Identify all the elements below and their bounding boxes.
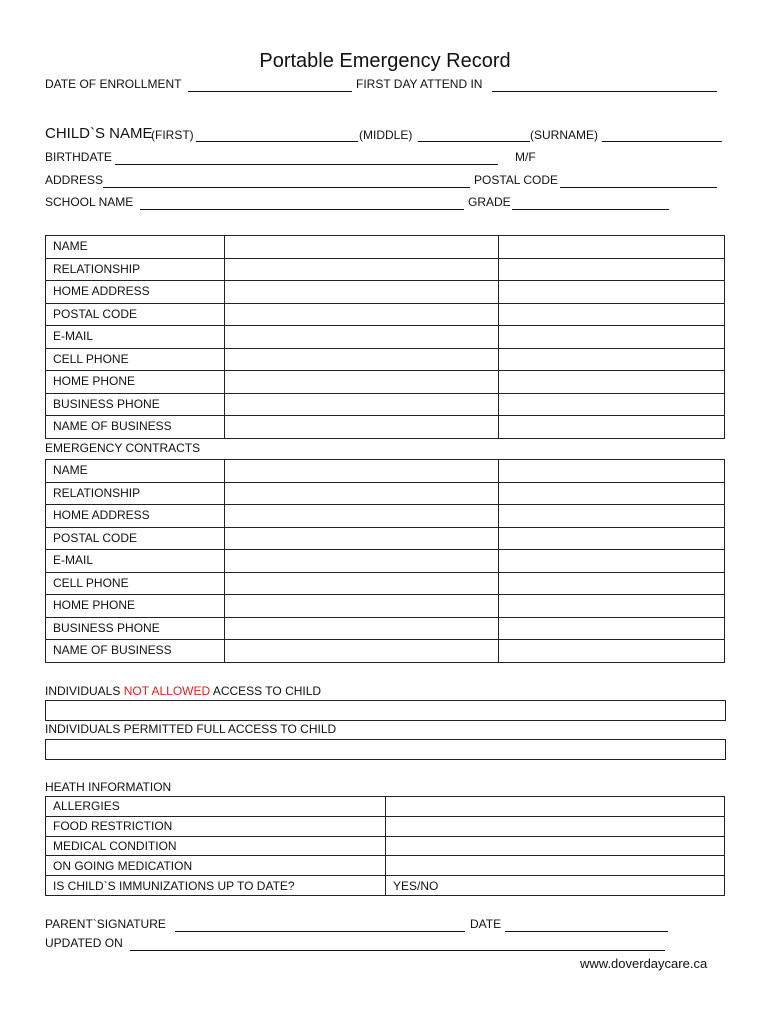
school-name-field[interactable]: [140, 197, 464, 210]
guardian-contact-table: [45, 235, 725, 439]
contact-entry-1[interactable]: [225, 572, 499, 595]
not-allowed-prefix: INDIVIDUALS: [45, 684, 124, 698]
contact-row-label: POSTAL CODE: [46, 527, 225, 550]
contact-row-label: POSTAL CODE: [46, 303, 225, 326]
health-row: [46, 836, 725, 856]
contact-entry-2[interactable]: [499, 482, 725, 505]
grade-label: GRADE: [468, 195, 511, 209]
sex-label: M/F: [515, 150, 536, 164]
contact-row-label: NAME: [46, 460, 225, 483]
contact-entry-1[interactable]: [225, 371, 499, 394]
updated-on-field[interactable]: [130, 938, 665, 951]
contact-entry-1[interactable]: [225, 258, 499, 281]
postal-code-field[interactable]: [560, 175, 717, 188]
contact-entry-1[interactable]: [225, 550, 499, 573]
health-row: [46, 876, 725, 896]
contact-entry-2[interactable]: [499, 393, 725, 416]
contact-entry-2[interactable]: [499, 527, 725, 550]
contact-row-label: CELL PHONE: [46, 572, 225, 595]
surname-label: (SURNAME): [530, 128, 598, 142]
signature-date-label: DATE: [470, 917, 502, 931]
school-name-label: SCHOOL NAME: [45, 195, 134, 209]
postal-code-label: POSTAL CODE: [474, 173, 559, 187]
contact-row: [46, 371, 725, 394]
first-name-field[interactable]: [196, 129, 358, 142]
address-field[interactable]: [103, 175, 470, 188]
contact-entry-2[interactable]: [499, 550, 725, 573]
emergency-contacts-heading: EMERGENCY CONTRACTS: [45, 441, 201, 455]
contact-row: [46, 640, 725, 663]
first-name-label: (FIRST): [151, 128, 194, 142]
contact-entry-2[interactable]: [499, 236, 725, 259]
date-of-enrollment-field[interactable]: [188, 79, 352, 92]
not-allowed-label: [45, 684, 321, 698]
contact-row: [46, 617, 725, 640]
health-entry[interactable]: [386, 836, 725, 856]
contact-entry-2[interactable]: [499, 348, 725, 371]
signature-date-field[interactable]: [505, 919, 668, 932]
contact-entry-1[interactable]: [225, 640, 499, 663]
contact-entry-1[interactable]: [225, 236, 499, 259]
contact-row: [46, 326, 725, 349]
contact-row: [46, 258, 725, 281]
not-allowed-suffix: ACCESS TO CHILD: [210, 684, 322, 698]
contact-row: [46, 348, 725, 371]
updated-on-label: UPDATED ON: [45, 936, 123, 950]
contact-row: [46, 460, 725, 483]
contact-row-label: HOME ADDRESS: [46, 505, 225, 528]
contact-row-label: HOME PHONE: [46, 595, 225, 618]
contact-row-label: NAME OF BUSINESS: [46, 640, 225, 663]
contact-entry-1[interactable]: [225, 348, 499, 371]
parent-signature-label: PARENT`SIGNATURE: [45, 917, 166, 931]
contact-entry-1[interactable]: [225, 617, 499, 640]
contact-row-label: E-MAIL: [46, 326, 225, 349]
health-row: [46, 797, 725, 817]
address-label: ADDRESS: [45, 173, 104, 187]
contact-row-label: E-MAIL: [46, 550, 225, 573]
grade-field[interactable]: [512, 197, 669, 210]
contact-row-label: BUSINESS PHONE: [46, 393, 225, 416]
health-info-table: [45, 796, 725, 896]
contact-row-label: HOME ADDRESS: [46, 281, 225, 304]
contact-row: [46, 236, 725, 259]
health-row: [46, 856, 725, 876]
contact-entry-1[interactable]: [225, 460, 499, 483]
contact-entry-1[interactable]: [225, 393, 499, 416]
contact-row: [46, 393, 725, 416]
birthdate-field[interactable]: [115, 152, 498, 165]
emergency-contact-table: [45, 459, 725, 663]
middle-name-label: (MIDDLE): [359, 128, 413, 142]
contact-entry-1[interactable]: [225, 482, 499, 505]
contact-row: [46, 572, 725, 595]
permitted-access-label: INDIVIDUALS PERMITTED FULL ACCESS TO CHILD: [45, 722, 337, 736]
contact-row: [46, 482, 725, 505]
contact-entry-1[interactable]: [225, 326, 499, 349]
contact-row-label: RELATIONSHIP: [46, 482, 225, 505]
contact-row-label: HOME PHONE: [46, 371, 225, 394]
contact-row-label: CELL PHONE: [46, 348, 225, 371]
contact-entry-2[interactable]: [499, 505, 725, 528]
not-allowed-emphasis: NOT ALLOWED: [123, 684, 211, 698]
permitted-access-field[interactable]: [45, 739, 726, 760]
contact-row: [46, 416, 725, 439]
health-info-heading: HEATH INFORMATION: [45, 780, 172, 794]
childs-name-label: CHILD`S NAME: [45, 125, 153, 142]
health-entry[interactable]: [386, 797, 725, 817]
contact-row-label: NAME OF BUSINESS: [46, 416, 225, 439]
contact-entry-1[interactable]: [225, 416, 499, 439]
contact-row-label: RELATIONSHIP: [46, 258, 225, 281]
contact-entry-2[interactable]: [499, 595, 725, 618]
contact-row: [46, 281, 725, 304]
not-allowed-field[interactable]: [45, 700, 726, 721]
contact-entry-2[interactable]: [499, 326, 725, 349]
contact-entry-1[interactable]: [225, 595, 499, 618]
contact-entry-2[interactable]: [499, 460, 725, 483]
contact-row: [46, 595, 725, 618]
contact-entry-2[interactable]: [499, 416, 725, 439]
contact-entry-2[interactable]: [499, 281, 725, 304]
website-link[interactable]: www.doverdaycare.ca: [580, 956, 708, 971]
birthdate-label: BIRTHDATE: [45, 150, 112, 164]
health-entry[interactable]: [386, 816, 725, 836]
first-day-attend-field[interactable]: [492, 79, 717, 92]
health-row-label: IS CHILD`S IMMUNIZATIONS UP TO DATE?: [46, 876, 386, 896]
health-row-label: ALLERGIES: [46, 797, 386, 817]
contact-entry-1[interactable]: [225, 527, 499, 550]
parent-signature-field[interactable]: [175, 919, 465, 932]
immunization-yes-no[interactable]: YES/NO: [386, 876, 725, 896]
contact-row-label: NAME: [46, 236, 225, 259]
health-entry[interactable]: [386, 856, 725, 876]
contact-entry-2[interactable]: [499, 572, 725, 595]
contact-entry-2[interactable]: [499, 617, 725, 640]
page-title: Portable Emergency Record: [259, 50, 511, 72]
middle-name-field[interactable]: [418, 129, 530, 142]
contact-entry-2[interactable]: [499, 640, 725, 663]
contact-row: [46, 303, 725, 326]
health-row-label: ON GOING MEDICATION: [46, 856, 386, 876]
contact-row: [46, 505, 725, 528]
contact-entry-1[interactable]: [225, 281, 499, 304]
health-row-label: FOOD RESTRICTION: [46, 816, 386, 836]
date-of-enrollment-label: DATE OF ENROLLMENT: [45, 77, 182, 91]
surname-field[interactable]: [602, 129, 722, 142]
contact-row-label: BUSINESS PHONE: [46, 617, 225, 640]
contact-row: [46, 527, 725, 550]
contact-entry-2[interactable]: [499, 371, 725, 394]
first-day-attend-label: FIRST DAY ATTEND IN: [356, 77, 483, 91]
contact-entry-1[interactable]: [225, 303, 499, 326]
contact-row: [46, 550, 725, 573]
contact-entry-1[interactable]: [225, 505, 499, 528]
contact-entry-2[interactable]: [499, 258, 725, 281]
health-row-label: MEDICAL CONDITION: [46, 836, 386, 856]
contact-entry-2[interactable]: [499, 303, 725, 326]
health-row: [46, 816, 725, 836]
